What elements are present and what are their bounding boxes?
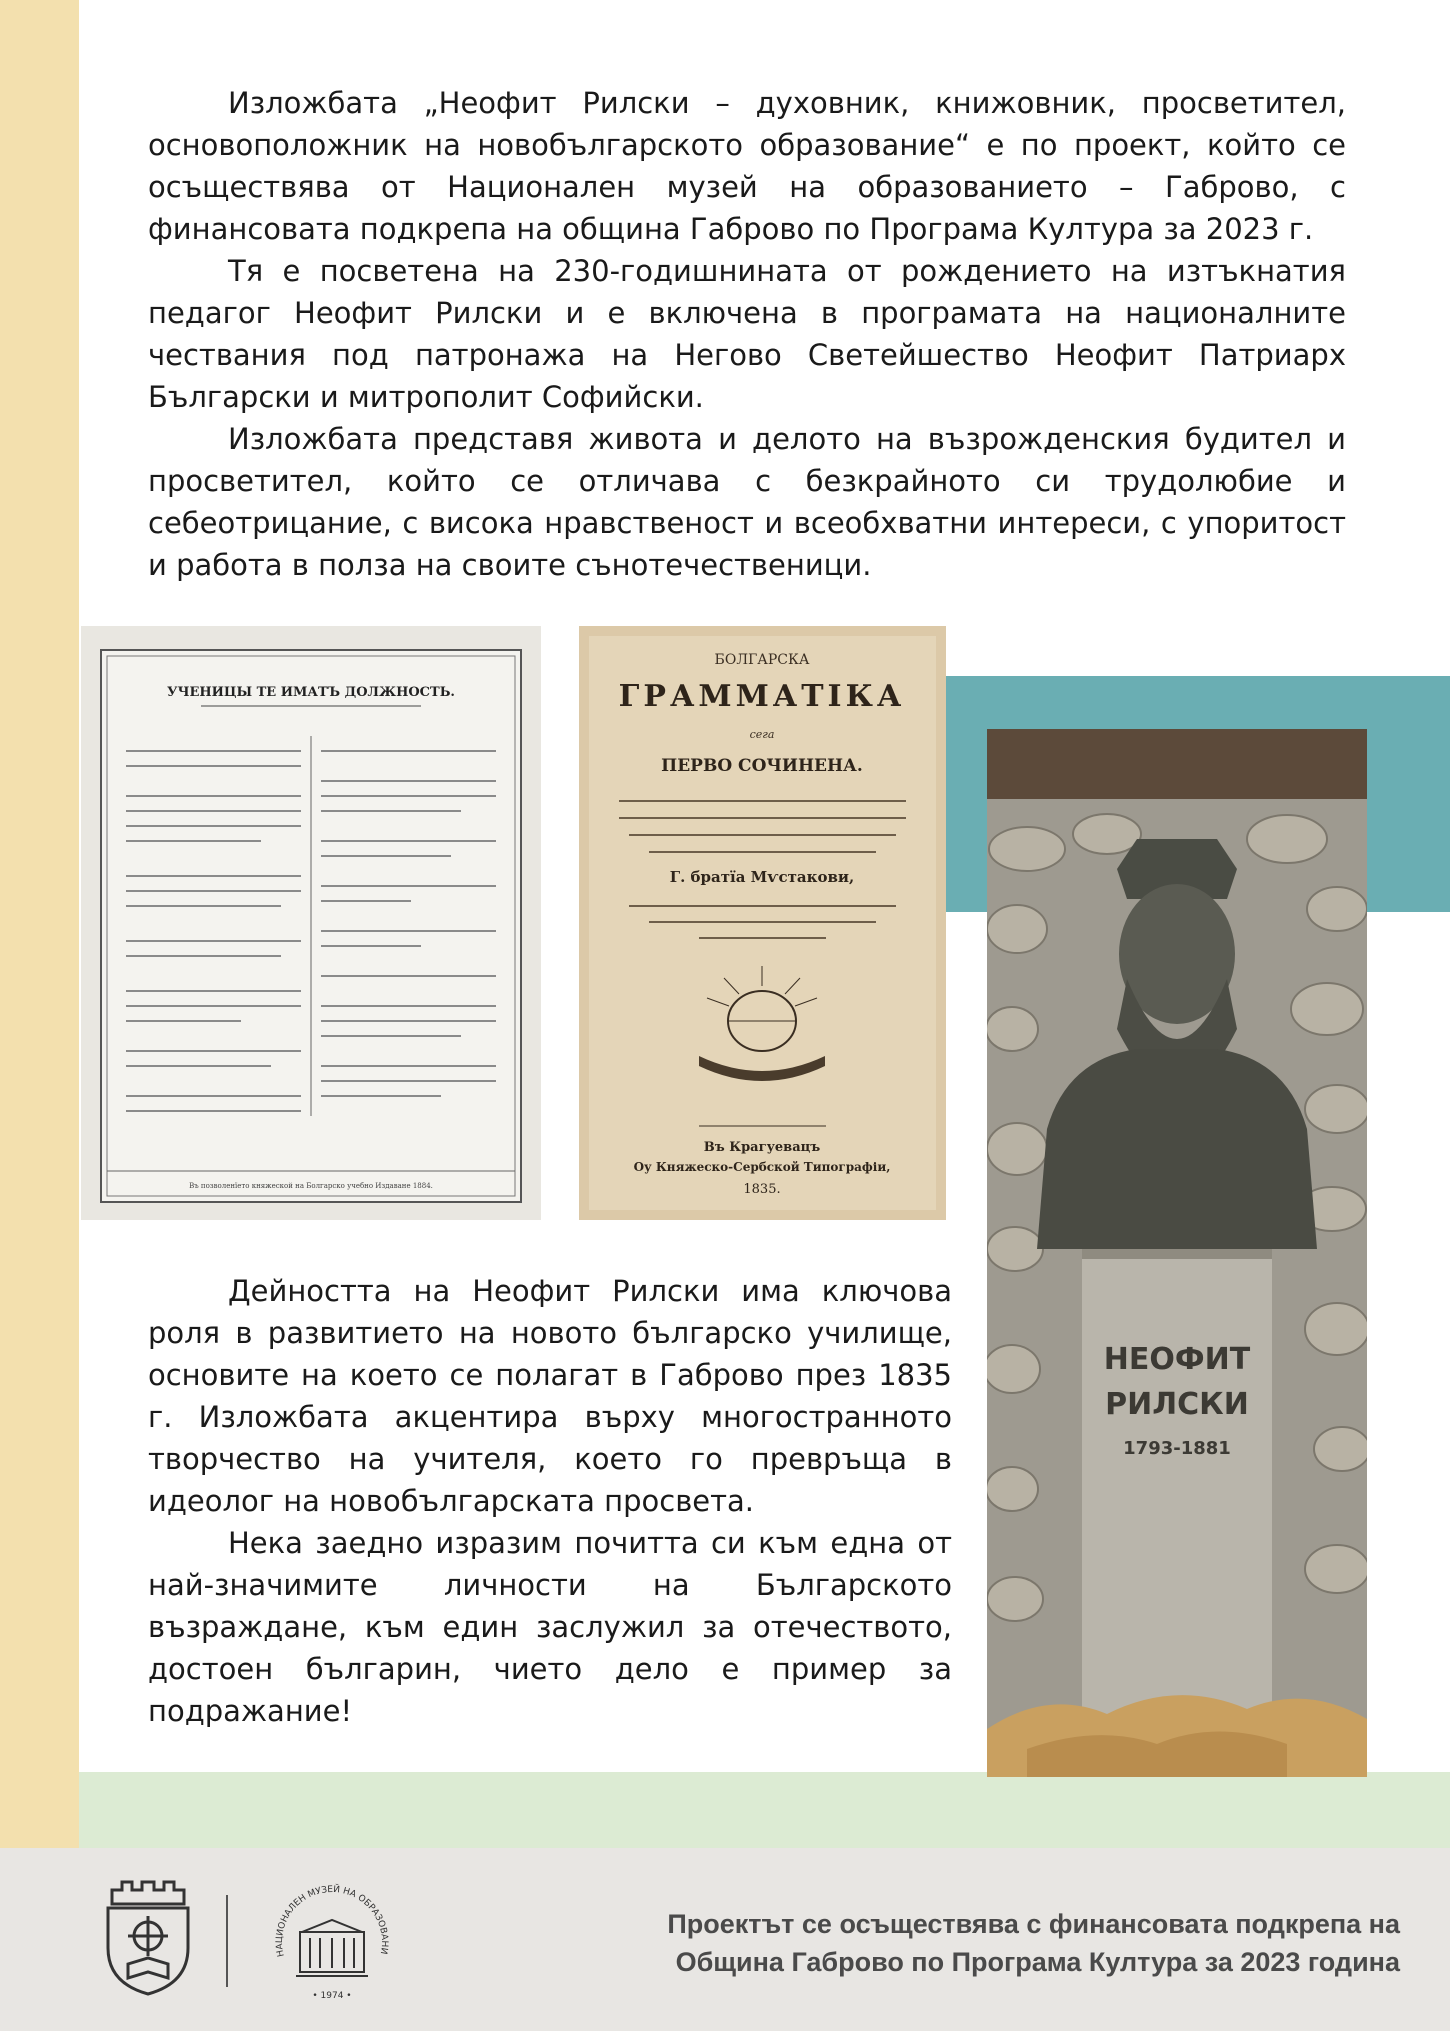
footer-text-line-1: Проектът се осъществява с финансовата подкрепа на (667, 1909, 1400, 1939)
bust-inscription-years: 1793-1881 (1123, 1438, 1231, 1459)
footer-divider (226, 1895, 228, 1987)
footer-text-line-2: Община Габрово по Програма Култура за 2023 година (675, 1947, 1400, 1977)
body-text (148, 1270, 952, 1732)
bust-inscription-line-2: РИЛСКИ (1105, 1387, 1249, 1422)
book-title: ГРАММАТІКА (618, 679, 906, 714)
document-title: УЧЕНИЦЫ ТЕ ИМАТЪ ДОЛЖНОСТЬ. (167, 685, 455, 700)
footer-funding-text (540, 1905, 1400, 1981)
museum-year: • 1974 • (312, 1991, 352, 2001)
left-accent-bar (0, 0, 79, 1848)
book-line-4: Г. братїа Мѵстакови, (669, 868, 855, 886)
bust-inscription-line-1: НЕОФИТ (1103, 1342, 1251, 1377)
museum-ring-text: НАЦИОНАЛЕН МУЗЕЙ НА ОБРАЗОВАНИ (274, 1884, 390, 1958)
neofit-rilski-bust-photo (987, 729, 1367, 1777)
body-paragraph-1: Дейността на Неофит Рилски има ключова роля в развитието на новото българско училище, основите на което се полагат в Габрово през 1835 г. Изложбата акцентира върху многостранното творчество на учителя, което го превръща в идеолог на новобългарската просвета. (148, 1274, 952, 1518)
intro-paragraph-1: Изложбата „Неофит Рилски – духовник, книжовник, просветител, основоположник на новобългарското образование“ е по проект, който се осъществява от Национален музей на образованието – Габрово, с финансовата подкрепа на община Габрово по Програма Култура за 2023 г. (148, 86, 1346, 246)
grammar-book-photo (579, 626, 946, 1220)
green-accent-band (79, 1772, 1450, 1848)
gabrovo-coat-of-arms-icon (98, 1878, 198, 2002)
book-line-3: ПЕРВО СОЧИНЕНА. (661, 756, 863, 776)
book-line-5: Въ Крагуевацъ (703, 1140, 821, 1155)
body-paragraph-2: Нека заедно изразим почитта си към една от най-значимите личности на Българското възраждане, към един заслужил за отечеството, достоен българин, чието дело е пример за подражание! (148, 1526, 952, 1728)
museum-building-icon (296, 1920, 368, 1976)
book-line-1: БОЛГАРСКА (714, 652, 810, 668)
book-line-2: сега (749, 728, 775, 741)
school-rules-document-photo (81, 626, 541, 1220)
book-year: 1835. (743, 1182, 781, 1197)
intro-text (148, 82, 1346, 586)
document-footnote: Въ позволенїето княжеской на Болгарско учебно Издаване 1884. (189, 1182, 433, 1190)
intro-paragraph-2: Тя е посветена на 230-годишнината от рождението на изтъкнатия педагог Неофит Рилски и е включена в програмата на националните чествания под патронажа на Негово Светейшество Неофит Патриарх Български и митрополит Софийски. (148, 254, 1346, 414)
national-museum-of-education-logo (262, 1872, 402, 2016)
book-line-6: Оу Княжеско-Сербской Типографіи, (633, 1160, 891, 1174)
intro-paragraph-3: Изложбата представя живота и делото на възрожденския будител и просветител, който се отличава с безкрайното си трудолюбие и себеотрицание, с висока нравственост и всеобхватни интереси, с упоритост и работа в полза на своите сънотечественици. (148, 422, 1346, 582)
